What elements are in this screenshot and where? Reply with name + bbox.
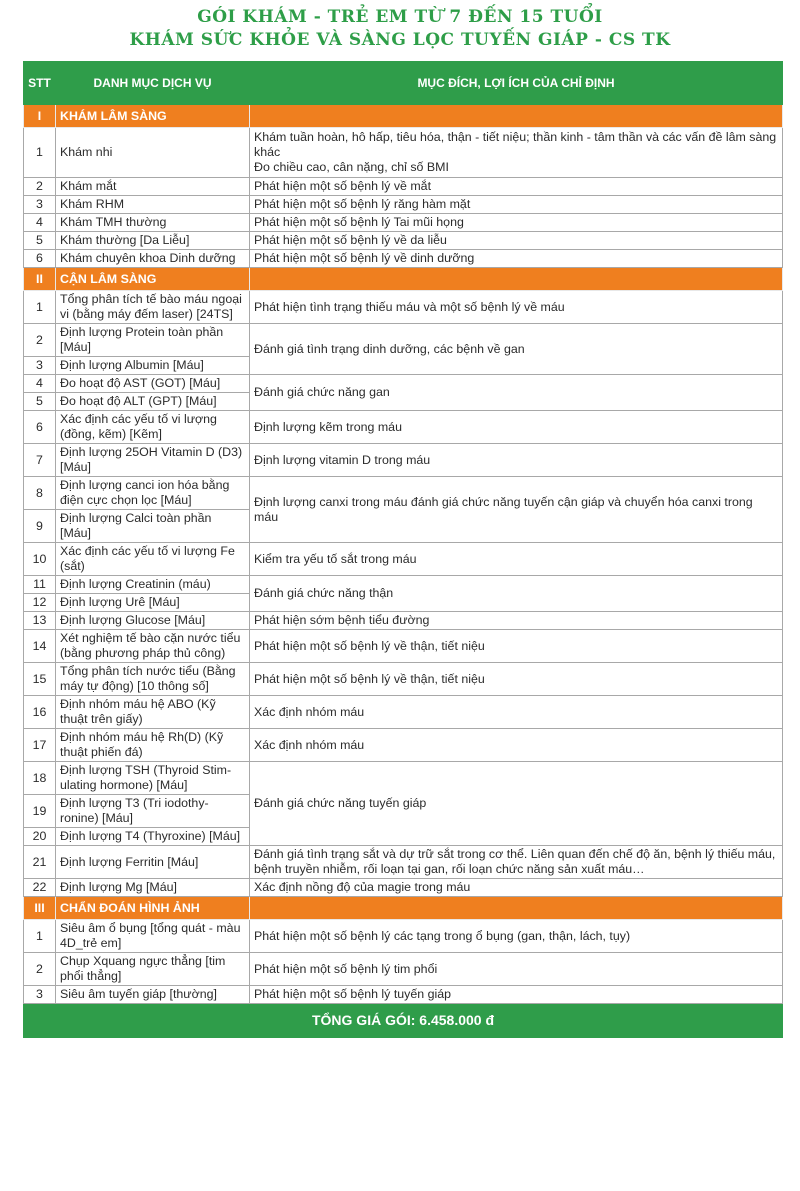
row-purpose: Phát hiện một số bệnh lý tim phổi: [250, 953, 783, 986]
service-table: [23, 61, 783, 1038]
row-service: Định lượng Creatinin (máu): [56, 576, 250, 594]
section-title: KHÁM LÂM SÀNG: [56, 105, 250, 128]
row-purpose: Định lượng vitamin D trong máu: [250, 444, 783, 477]
row-service: Định lượng Urê [Máu]: [56, 594, 250, 612]
row-stt: 8: [24, 477, 56, 510]
row-stt: 1: [24, 291, 56, 324]
row-purpose: [250, 128, 783, 178]
row-purpose: Đánh giá tình trạng dinh dưỡng, các bệnh về gan: [250, 324, 783, 375]
table-row: [24, 232, 783, 250]
row-service: Khám nhi: [56, 128, 250, 178]
row-service: Định lượng Ferritin [Máu]: [56, 846, 250, 879]
row-purpose-line: Khám tuần hoàn, hô hấp, tiêu hóa, thận - tiết niệu; thần kinh - tâm thần và các vấn đề lâm sàng khác: [254, 130, 777, 159]
table-row: [24, 196, 783, 214]
section-header: [24, 897, 783, 920]
table-row: [24, 920, 783, 953]
table-row: [24, 477, 783, 510]
row-stt: 10: [24, 543, 56, 576]
row-service: Xác định các yếu tố vi lượng Fe (sắt): [56, 543, 250, 576]
table-row: [24, 543, 783, 576]
row-service: Định lượng T3 (Tri iodothy-ronine) [Máu]: [56, 795, 250, 828]
row-service: Định lượng 25OH Vitamin D (D3) [Máu]: [56, 444, 250, 477]
row-service: Định lượng Protein toàn phần [Máu]: [56, 324, 250, 357]
row-purpose: Đánh giá tình trạng sắt và dự trữ sắt trong cơ thể. Liên quan đến chế độ ăn, bệnh lý thiếu máu, bệnh truyền nhiễm, rối loạn tại gan, rối loạn chức năng sản xuất máu…: [250, 846, 783, 879]
row-stt: 3: [24, 357, 56, 375]
row-stt: 7: [24, 444, 56, 477]
row-purpose: Phát hiện một số bệnh lý các tạng trong ổ bụng (gan, thận, lách, tụy): [250, 920, 783, 953]
section-title: CẬN LÂM SÀNG: [56, 268, 250, 291]
row-stt: 19: [24, 795, 56, 828]
header-purpose: MỤC ĐÍCH, LỢI ÍCH CỦA CHỈ ĐỊNH: [250, 62, 783, 105]
row-service: Tổng phân tích tế bào máu ngoại vi (bằng máy đếm laser) [24TS]: [56, 291, 250, 324]
row-service: Khám TMH thường: [56, 214, 250, 232]
row-stt: 21: [24, 846, 56, 879]
section-filler: [250, 105, 783, 128]
row-stt: 4: [24, 214, 56, 232]
row-purpose: Đánh giá chức năng tuyến giáp: [250, 762, 783, 846]
row-stt: 2: [24, 324, 56, 357]
row-purpose: Phát hiện một số bệnh lý răng hàm mặt: [250, 196, 783, 214]
table-row: [24, 986, 783, 1004]
table-header: [24, 62, 783, 105]
table-row: [24, 696, 783, 729]
header-stt: STT: [24, 62, 56, 105]
row-purpose: Xác định nồng độ của magie trong máu: [250, 879, 783, 897]
row-purpose: Đánh giá chức năng thận: [250, 576, 783, 612]
row-purpose: Phát hiện sớm bệnh tiểu đường: [250, 612, 783, 630]
row-service: Siêu âm tuyến giáp [thường]: [56, 986, 250, 1004]
table-row: [24, 630, 783, 663]
section-title: CHẨN ĐOÁN HÌNH ẢNH: [56, 897, 250, 920]
table-row: [24, 444, 783, 477]
row-service: Đo hoạt độ ALT (GPT) [Máu]: [56, 393, 250, 411]
table-row: [24, 846, 783, 879]
row-stt: 17: [24, 729, 56, 762]
row-service: Định nhóm máu hệ Rh(D) (Kỹ thuật phiến đá): [56, 729, 250, 762]
table-row: [24, 250, 783, 268]
row-stt: 4: [24, 375, 56, 393]
row-service: Định lượng TSH (Thyroid Stim-ulating hormone) [Máu]: [56, 762, 250, 795]
row-purpose: Phát hiện một số bệnh lý Tai mũi họng: [250, 214, 783, 232]
row-service: Xét nghiệm tế bào cặn nước tiểu (bằng phương pháp thủ công): [56, 630, 250, 663]
row-purpose-line: Đo chiều cao, cân nặng, chỉ số BMI: [254, 160, 449, 174]
section-filler: [250, 897, 783, 920]
row-purpose: Định lượng canxi trong máu đánh giá chức năng tuyến cận giáp và chuyển hóa canxi trong máu: [250, 477, 783, 543]
section-filler: [250, 268, 783, 291]
table-row: [24, 762, 783, 795]
row-purpose: Kiểm tra yếu tố sắt trong máu: [250, 543, 783, 576]
section-header: [24, 268, 783, 291]
row-stt: 6: [24, 250, 56, 268]
row-stt: 13: [24, 612, 56, 630]
row-stt: 1: [24, 920, 56, 953]
row-purpose: Xác định nhóm máu: [250, 729, 783, 762]
row-service: Xác định các yếu tố vi lượng (đồng, kẽm) [Kẽm]: [56, 411, 250, 444]
row-purpose: Định lượng kẽm trong máu: [250, 411, 783, 444]
row-purpose: Phát hiện một số bệnh lý về mắt: [250, 178, 783, 196]
row-stt: 12: [24, 594, 56, 612]
row-stt: 20: [24, 828, 56, 846]
row-stt: 6: [24, 411, 56, 444]
row-purpose: Phát hiện tình trạng thiếu máu và một số bệnh lý về máu: [250, 291, 783, 324]
row-stt: 22: [24, 879, 56, 897]
table-row: [24, 663, 783, 696]
section-number: III: [24, 897, 56, 920]
row-stt: 3: [24, 196, 56, 214]
row-stt: 5: [24, 232, 56, 250]
section-number: I: [24, 105, 56, 128]
row-purpose: Xác định nhóm máu: [250, 696, 783, 729]
row-purpose: Phát hiện một số bệnh lý về dinh dưỡng: [250, 250, 783, 268]
document-title: [0, 6, 800, 52]
row-stt: 16: [24, 696, 56, 729]
row-service: Khám chuyên khoa Dinh dưỡng: [56, 250, 250, 268]
title-line-1: GÓI KHÁM - TRẺ EM TỪ 7 ĐẾN 15 TUỔI: [197, 7, 603, 27]
row-stt: 3: [24, 986, 56, 1004]
table-row: [24, 612, 783, 630]
row-purpose: Phát hiện một số bệnh lý tuyến giáp: [250, 986, 783, 1004]
table-row: [24, 576, 783, 594]
title-line-2: KHÁM SỨC KHỎE VÀ SÀNG LỌC TUYẾN GIÁP - CS TK: [129, 30, 671, 50]
row-service: Khám RHM: [56, 196, 250, 214]
row-service: Định lượng Albumin [Máu]: [56, 357, 250, 375]
row-service: Định nhóm máu hệ ABO (Kỹ thuật trên giấy): [56, 696, 250, 729]
table-row: [24, 291, 783, 324]
total-row: [24, 1004, 783, 1038]
row-service: Định lượng Mg [Máu]: [56, 879, 250, 897]
table-row: [24, 411, 783, 444]
row-purpose: Phát hiện một số bệnh lý về thận, tiết niệu: [250, 663, 783, 696]
row-service: Tổng phân tích nước tiểu (Bằng máy tự động) [10 thông số]: [56, 663, 250, 696]
row-stt: 11: [24, 576, 56, 594]
table-row: [24, 879, 783, 897]
row-service: Khám mắt: [56, 178, 250, 196]
row-purpose: Phát hiện một số bệnh lý về da liễu: [250, 232, 783, 250]
row-stt: 9: [24, 510, 56, 543]
row-stt: 1: [24, 128, 56, 178]
row-stt: 2: [24, 178, 56, 196]
row-service: Chụp Xquang ngực thẳng [tim phổi thẳng]: [56, 953, 250, 986]
row-stt: 2: [24, 953, 56, 986]
row-service: Định lượng Calci toàn phần [Máu]: [56, 510, 250, 543]
row-service: Đo hoạt độ AST (GOT) [Máu]: [56, 375, 250, 393]
row-purpose: Đánh giá chức năng gan: [250, 375, 783, 411]
header-service: DANH MỤC DỊCH VỤ: [56, 62, 250, 105]
row-service: Định lượng T4 (Thyroxine) [Máu]: [56, 828, 250, 846]
table-row: [24, 178, 783, 196]
section-header: [24, 105, 783, 128]
table-row: [24, 375, 783, 393]
row-service: Siêu âm ổ bụng [tổng quát - màu 4D_trẻ em]: [56, 920, 250, 953]
section-number: II: [24, 268, 56, 291]
row-service: Khám thường [Da Liễu]: [56, 232, 250, 250]
row-stt: 15: [24, 663, 56, 696]
table-row: [24, 214, 783, 232]
table-row: [24, 729, 783, 762]
total-price: TỔNG GIÁ GÓI: 6.458.000 đ: [24, 1004, 783, 1038]
row-stt: 14: [24, 630, 56, 663]
row-stt: 18: [24, 762, 56, 795]
row-service: Định lượng canci ion hóa bằng điện cực chọn lọc [Máu]: [56, 477, 250, 510]
table-row: [24, 128, 783, 178]
row-purpose: Phát hiện một số bệnh lý về thận, tiết niệu: [250, 630, 783, 663]
row-service: Định lượng Glucose [Máu]: [56, 612, 250, 630]
table-row: [24, 953, 783, 986]
row-stt: 5: [24, 393, 56, 411]
table-row: [24, 324, 783, 357]
